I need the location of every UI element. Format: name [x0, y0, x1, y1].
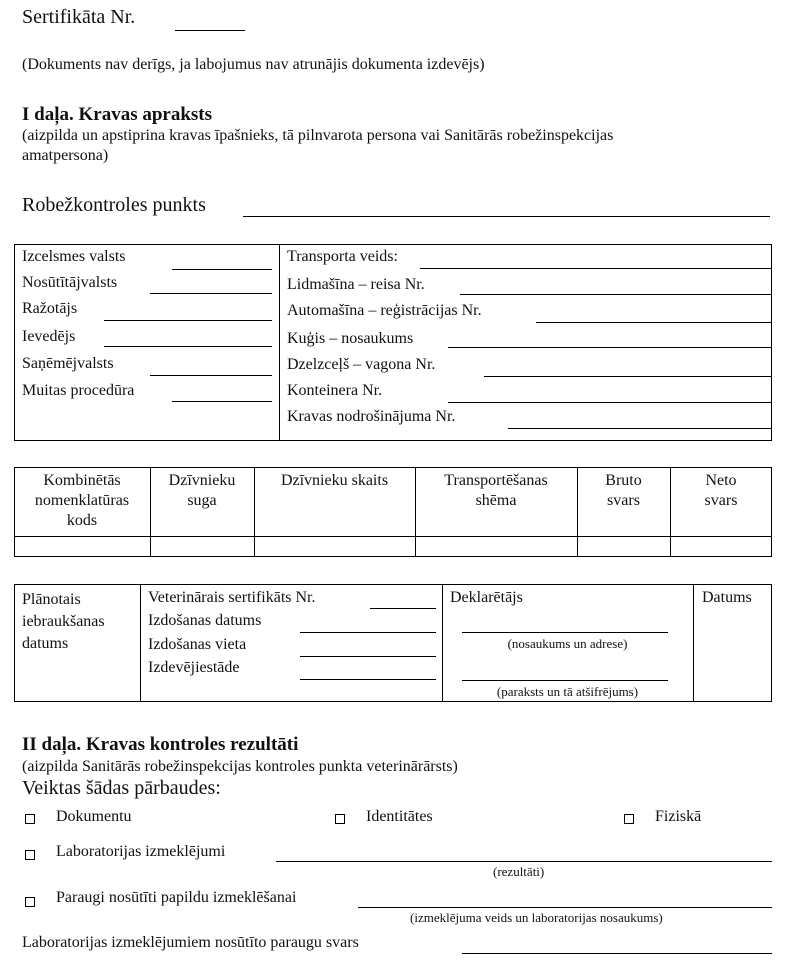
producer-field[interactable] — [104, 320, 272, 321]
ship-label: Kuģis – nosaukums — [287, 330, 414, 347]
ship-name-field[interactable] — [448, 347, 772, 348]
documents-check-label: Dokumentu — [56, 808, 132, 825]
vehicle-label: Automašīna – reģistrācijas Nr. — [287, 302, 482, 319]
issue-date-field[interactable] — [300, 632, 436, 633]
samples-sent-checkbox[interactable] — [25, 897, 35, 907]
exam-type-caption: (izmeklējuma veids un laboratorijas nosaukums) — [410, 910, 663, 925]
identity-checkbox[interactable] — [335, 814, 345, 824]
validity-note: (Dokuments nav derīgs, ja labojumus nav atrunājis dokumenta izdevējs) — [22, 56, 485, 73]
transport-type-label: Transporta veids: — [287, 248, 398, 265]
aircraft-label: Lidmašīna – reisa Nr. — [287, 276, 425, 293]
part2-subtitle: (aizpilda Sanitārās robežinspekcijas kontroles punkta veterinārārsts) — [22, 758, 458, 775]
samples-sent-label: Paraugi nosūtīti papildu izmeklēšanai — [56, 889, 297, 906]
header-transport-scheme: Transportēšanas shēma — [444, 472, 548, 509]
certificate-number-field[interactable] — [175, 30, 245, 31]
date-label: Datums — [702, 589, 752, 606]
identity-check-label: Identitātes — [366, 808, 433, 825]
issuing-authority-field[interactable] — [300, 679, 436, 680]
railway-wagon-field[interactable] — [484, 376, 772, 377]
customs-procedure-field[interactable] — [172, 401, 272, 402]
origin-country-label: Izcelsmes valsts — [22, 248, 126, 265]
issue-date-label: Izdošanas datums — [148, 612, 262, 629]
origin-box-divider — [279, 244, 280, 441]
name-address-caption: (nosaukums un adrese) — [507, 636, 628, 651]
transport-type-field[interactable] — [420, 268, 772, 269]
physical-checkbox[interactable] — [624, 814, 634, 824]
declarant-name-field[interactable] — [462, 632, 668, 633]
checks-heading: Veiktas šādas pārbaudes: — [22, 777, 221, 799]
border-point-label: Robežkontroles punkts — [22, 194, 206, 216]
samples-exam-field[interactable] — [358, 907, 772, 908]
header-combined-nomenclature-code: Kombinētās nomenklatūras kods — [34, 472, 130, 529]
signature-caption: (paraksts un tā atšifrējums) — [496, 684, 639, 699]
header-gross-weight: Bruto svars — [605, 472, 642, 509]
issue-place-field[interactable] — [300, 656, 436, 657]
part1-title: I daļa. Kravas apraksts — [22, 104, 213, 125]
dispatch-country-field[interactable] — [150, 293, 272, 294]
issue-place-label: Izdošanas vieta — [148, 636, 247, 653]
destination-country-field[interactable] — [150, 375, 272, 376]
importer-field[interactable] — [104, 346, 272, 347]
results-caption: (rezultāti) — [493, 864, 545, 879]
part2-title: II daļa. Kravas kontroles rezultāti — [22, 734, 299, 755]
planned-entry-date-label: Plānotais iebraukšanas datums — [22, 591, 105, 652]
lab-tests-checkbox[interactable] — [25, 850, 35, 860]
entry-col-divider — [693, 584, 694, 702]
entry-col-divider — [140, 584, 141, 702]
vet-certificate-field[interactable] — [370, 608, 436, 609]
container-number-field[interactable] — [448, 402, 772, 403]
dispatch-country-label: Nosūtītājvalsts — [22, 274, 118, 291]
goods-table-header-divider — [14, 536, 772, 537]
cargo-seal-label: Kravas nodrošinājuma Nr. — [287, 408, 456, 425]
header-animal-species: Dzīvnieku suga — [168, 472, 236, 509]
vet-certificate-label: Veterinārais sertifikāts Nr. — [148, 589, 316, 606]
importer-label: Ievedējs — [22, 328, 76, 345]
lab-tests-label: Laboratorijas izmeklējumi — [56, 843, 226, 860]
lab-results-field[interactable] — [276, 861, 772, 862]
customs-procedure-label: Muitas procedūra — [22, 382, 135, 399]
documents-checkbox[interactable] — [25, 814, 35, 824]
issuing-authority-label: Izdevējiestāde — [148, 659, 240, 676]
vehicle-registration-field[interactable] — [536, 322, 772, 323]
container-label: Konteinera Nr. — [287, 382, 383, 399]
border-point-field[interactable] — [243, 216, 770, 217]
declarant-label: Deklarētājs — [450, 589, 523, 606]
part1-subtitle-2: amatpersona) — [22, 147, 109, 164]
railway-label: Dzelzceļš – vagona Nr. — [287, 356, 436, 373]
header-animal-count: Dzīvnieku skaits — [280, 472, 389, 489]
destination-country-label: Saņēmējvalsts — [22, 355, 114, 372]
part1-subtitle: (aizpilda un apstiprina kravas īpašnieks, tā pilnvarota persona vai Sanitārās robežinspekcijas — [22, 127, 614, 144]
aircraft-flight-field[interactable] — [460, 294, 772, 295]
origin-country-field[interactable] — [172, 269, 272, 270]
physical-check-label: Fiziskā — [655, 808, 702, 825]
sample-weight-field[interactable] — [462, 953, 772, 954]
cargo-seal-field[interactable] — [508, 428, 772, 429]
certificate-number-label: Sertifikāta Nr. — [22, 6, 136, 28]
declarant-signature-field[interactable] — [462, 680, 668, 681]
sample-weight-label: Laboratorijas izmeklējumiem nosūtīto paraugu svars — [22, 934, 359, 951]
producer-label: Ražotājs — [22, 300, 78, 317]
header-net-weight: Neto svars — [704, 472, 738, 509]
